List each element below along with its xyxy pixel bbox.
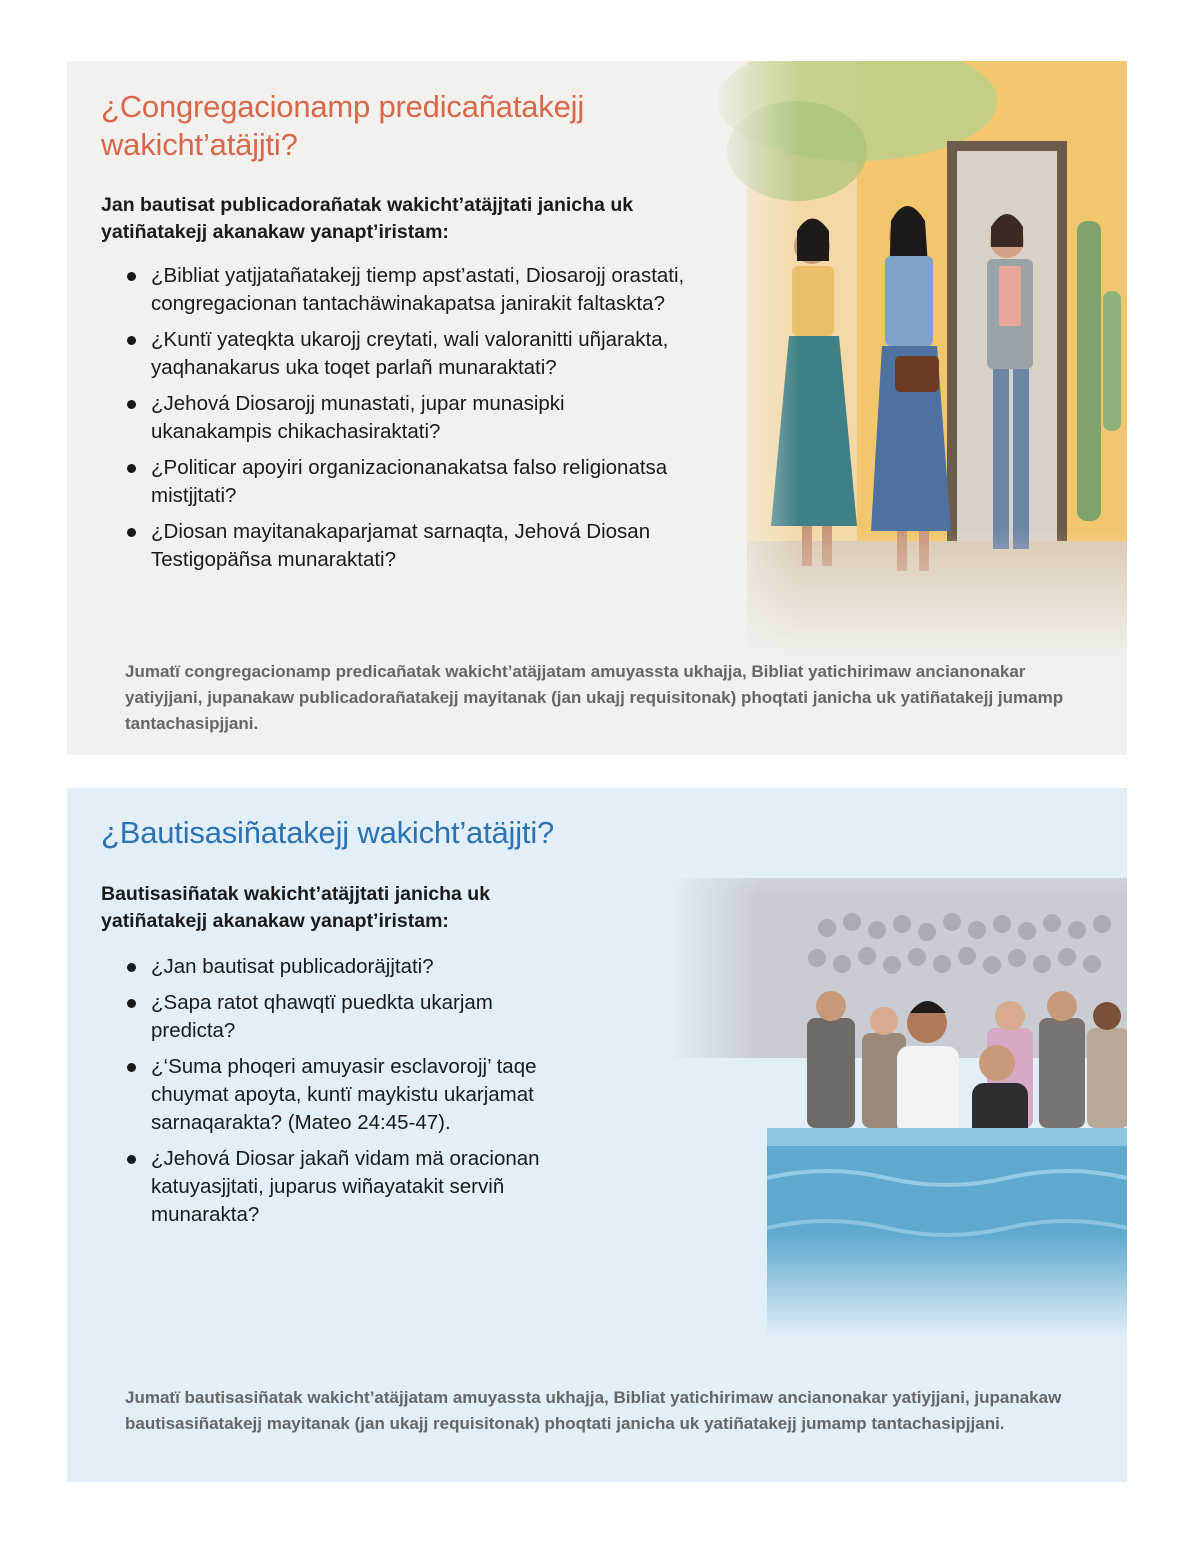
question-text: ¿Jehová Diosar jakañ vidam mä oracionan katuyasjjtati, juparus wiñayatakit serviñ munarakta?: [151, 1147, 540, 1226]
list-item: [125, 953, 575, 981]
baptism-illustration: [667, 818, 1127, 1338]
section-title: ¿Bautisasiñatakejj wakicht’atäjjti?: [101, 815, 555, 850]
list-item: [125, 262, 685, 318]
section-lead: Jan bautisat publicadorañatak wakicht’atäjjtati janicha uk yatiñatakejj akanakaw yanapt’iristam:: [101, 194, 634, 243]
bullet-icon: [127, 1063, 136, 1072]
question-list: [125, 953, 575, 1237]
bullet-icon: [127, 528, 136, 537]
bullet-icon: [127, 400, 136, 409]
question-text: ¿Politicar apoyiri organizacionanakatsa falso religionatsa mistjjtati?: [151, 456, 668, 507]
list-item: [125, 989, 575, 1045]
bullet-icon: [127, 999, 136, 1008]
door-to-door-illustration: [707, 61, 1127, 661]
list-item: [125, 454, 685, 510]
question-text: ¿Diosan mayitanakaparjamat sarnaqta, Jehová Diosan Testigopäñsa munaraktati?: [151, 520, 651, 571]
question-text: ¿Sapa ratot qhawqtï puedkta ukarjam predicta?: [151, 991, 493, 1042]
bullet-icon: [127, 336, 136, 345]
question-text: ¿Jehová Diosarojj munastati, jupar munasipki ukanakampis chikachasiraktati?: [151, 392, 565, 443]
question-text: ¿Jan bautisat publicadoräjjtati?: [151, 955, 434, 978]
section-lead: Bautisasiñatak wakicht’atäjjtati janicha uk yatiñatakejj akanakaw yanapt’iristam:: [101, 883, 491, 932]
bullet-icon: [127, 1155, 136, 1164]
question-text: ¿Kuntï yateqkta ukarojj creytati, wali valoranitti uñjarakta, yaqhanakarus uka toqet parlañ munaraktati?: [151, 328, 669, 379]
list-item: [125, 326, 685, 382]
section-note: Jumatï congregacionamp predicañatak wakicht’atäjjatam amuyassta ukhajja, Bibliat yatichirimaw ancianonakar yatiyjjani, jupanakaw publicadorañatakejj mayitanak (jan ukajj requisitonak) phoqtati janicha uk yatiñatakejj jumamp tantachasipjjani.: [125, 662, 1064, 733]
section-note: Jumatï bautisasiñatak wakicht’atäjjatam amuyassta ukhajja, Bibliat yatichirimaw ancianonakar yatiyjjani, jupanakaw bautisasiñatakejj mayitanak (jan ukajj requisitonak) phoqtati janicha uk yatiñatakejj jumamp tantachasipjjani.: [125, 1388, 1062, 1433]
list-item: [125, 390, 685, 446]
bullet-icon: [127, 963, 136, 972]
list-item: [125, 1145, 575, 1229]
bullet-icon: [127, 464, 136, 473]
question-text: ¿‘Suma phoqeri amuyasir esclavorojj’ taqe chuymat apoyta, kuntï maykistu ukarjamat sarnaqarakta? (Mateo 24:45-47).: [151, 1055, 537, 1134]
list-item: [125, 518, 685, 574]
bullet-icon: [127, 272, 136, 281]
baptism-section: [67, 788, 1127, 1482]
question-text: ¿Bibliat yatjjatañatakejj tiemp apst’astati, Diosarojj orastati, congregacionan tantachäwinakapatsa janirakit faltaskta?: [151, 264, 685, 315]
congregation-preaching-section: [67, 61, 1127, 755]
section-title: ¿Congregacionamp predicañatakejj wakicht’atäjjti?: [101, 89, 585, 162]
list-item: [125, 1053, 575, 1137]
question-list: [125, 262, 685, 582]
